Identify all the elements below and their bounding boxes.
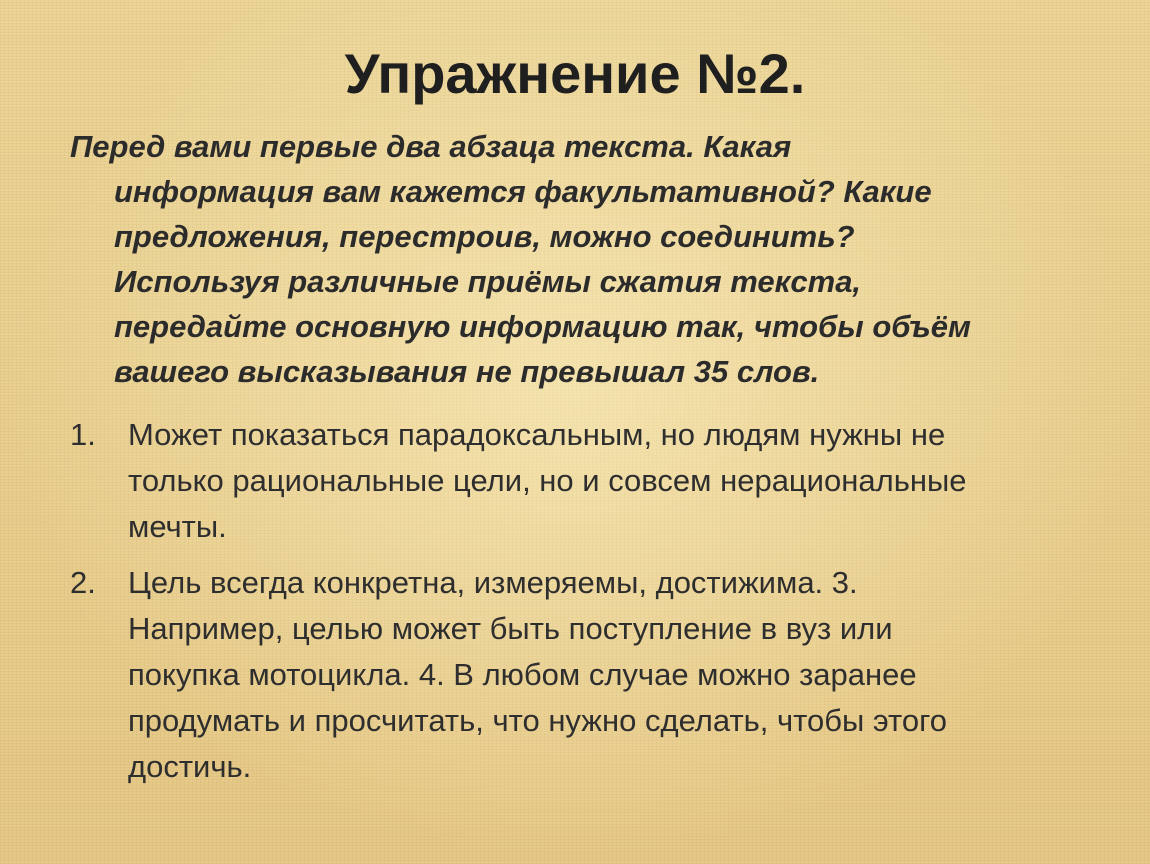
list-item-line: продумать и просчитать, что нужно сделать, чтобы этого bbox=[128, 703, 948, 738]
list-item-line: мечты. bbox=[128, 509, 227, 544]
list-item-line: Цель всегда конкретна, измеряемы, достижима. 3. bbox=[128, 565, 858, 600]
list-item-number: 2. bbox=[70, 565, 96, 600]
instruction-line: предложения, перестроив, можно соединить? bbox=[114, 219, 855, 254]
list-item-line: покупка мотоцикла. 4. В любом случае можно заранее bbox=[128, 657, 917, 692]
list-item-line: достичь. bbox=[128, 749, 252, 784]
instruction-line: Перед вами первые два абзаца текста. Какая bbox=[70, 129, 792, 164]
numbered-list bbox=[70, 412, 1130, 800]
instruction-line: информация вам кажется факультативной? Какие bbox=[114, 174, 932, 209]
instruction-line: Используя различные приёмы сжатия текста, bbox=[114, 264, 862, 299]
list-item-2 bbox=[70, 560, 1130, 790]
list-item-1 bbox=[70, 412, 1130, 550]
instruction-line: передайте основную информацию так, чтобы объём bbox=[114, 309, 971, 344]
slide-title: Упражнение №2. bbox=[344, 42, 806, 105]
list-item-line: Например, целью может быть поступление в вуз или bbox=[128, 611, 893, 646]
list-item-number: 1. bbox=[70, 417, 96, 452]
list-item-line: только рациональные цели, но и совсем нерациональные bbox=[128, 463, 967, 498]
instruction-text bbox=[70, 124, 1110, 394]
instruction-line: вашего высказывания не превышал 35 слов. bbox=[114, 354, 820, 389]
list-item-line: Может показаться парадоксальным, но людям нужны не bbox=[128, 417, 946, 452]
